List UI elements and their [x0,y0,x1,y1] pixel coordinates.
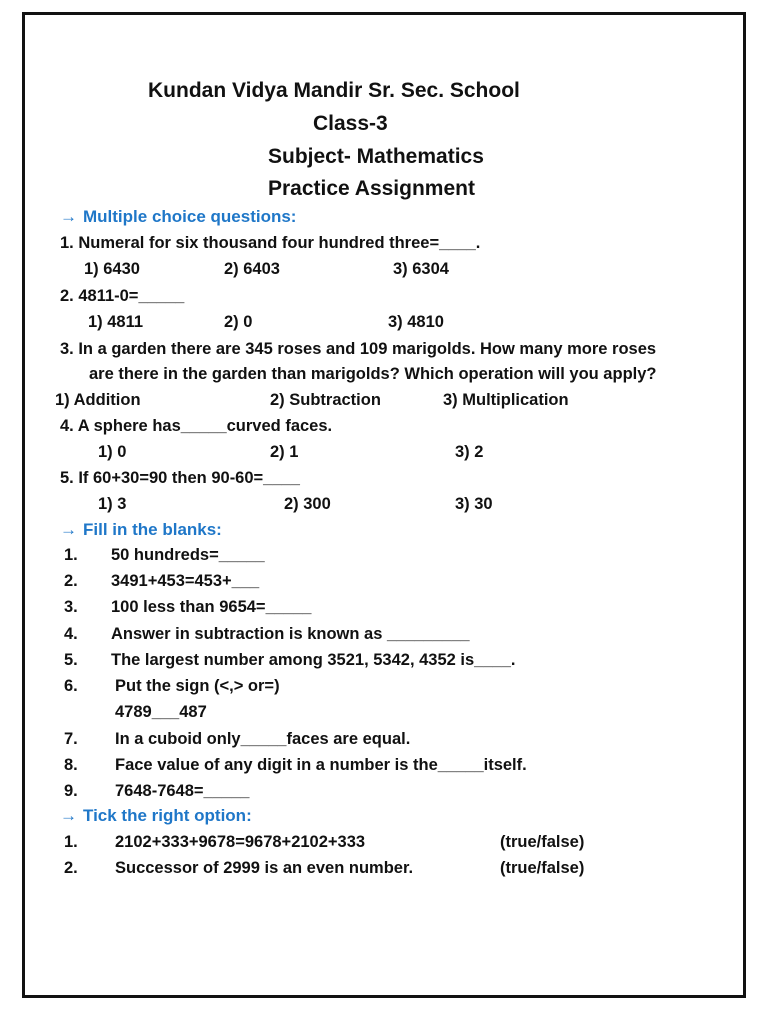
fill-item-5: The largest number among 3521, 5342, 4352 is____. [111,651,516,669]
arrow-icon: → [60,207,77,226]
section-mcq [60,206,296,228]
tick-option-1: (true/false) [500,833,585,851]
mcq-1-option-3: 3) 6304 [393,260,449,278]
tick-item-2: Successor of 2999 is an even number. [115,859,414,877]
fill-num-1: 1. [64,546,78,564]
school-name: Kundan Vidya Mandir Sr. Sec. School [148,79,520,102]
fill-num-4: 4. [64,625,78,643]
mcq-1-option-2: 2) 6403 [224,260,280,278]
class-label: Class-3 [313,112,388,135]
fill-num-2: 2. [64,572,78,590]
section-tick [60,805,252,827]
fill-item-7: In a cuboid only_____faces are equal. [115,730,411,748]
fill-item-9: 7648-7648=_____ [115,782,250,800]
section-fill [60,519,222,541]
fill-item-4: Answer in subtraction is known as _________ [111,625,470,643]
subject-label: Subject- Mathematics [268,145,484,168]
mcq-question-5: 5. If 60+30=90 then 90-60=____ [60,469,300,487]
mcq-question-3: 3. In a garden there are 345 roses and 109 marigolds. How many more roses [60,340,657,358]
fill-num-5: 5. [64,651,78,669]
fill-num-7: 7. [64,730,78,748]
page-title: Practice Assignment [268,177,475,200]
tick-item-1: 2102+333+9678=9678+2102+333 [115,833,366,851]
mcq-5-option-1: 1) 3 [98,495,127,513]
fill-item-8: Face value of any digit in a number is the_____itself. [115,756,527,774]
tick-num-2: 2. [64,859,78,877]
mcq-question-3-cont: are there in the garden than marigolds? Which operation will you apply? [89,365,657,383]
fill-item-6: Put the sign (<,> or=) [115,677,280,695]
arrow-icon: → [60,806,77,825]
tick-num-1: 1. [64,833,78,851]
mcq-question-1: 1. Numeral for six thousand four hundred three=____. [60,234,481,252]
mcq-3-option-3: 3) Multiplication [443,391,569,409]
mcq-4-option-2: 2) 1 [270,443,299,461]
mcq-2-option-1: 1) 4811 [88,313,144,331]
mcq-5-option-2: 2) 300 [284,495,331,513]
fill-num-6: 6. [64,677,78,695]
mcq-4-option-3: 3) 2 [455,443,484,461]
fill-num-3: 3. [64,598,78,616]
fill-num-8: 8. [64,756,78,774]
section-fill-label: Fill in the blanks: [83,520,222,539]
mcq-2-option-3: 3) 4810 [388,313,444,331]
fill-item-1: 50 hundreds=_____ [111,546,265,564]
mcq-3-option-1: 1) Addition [55,391,141,409]
arrow-icon: → [60,520,77,539]
mcq-2-option-2: 2) 0 [224,313,253,331]
fill-item-3: 100 less than 9654=_____ [111,598,312,616]
section-tick-label: Tick the right option: [83,806,252,825]
mcq-question-2: 2. 4811-0=_____ [60,287,185,305]
mcq-3-option-2: 2) Subtraction [270,391,381,409]
mcq-5-option-3: 3) 30 [455,495,493,513]
fill-num-9: 9. [64,782,78,800]
fill-item-2: 3491+453=453+___ [111,572,260,590]
tick-option-2: (true/false) [500,859,585,877]
mcq-question-4: 4. A sphere has_____curved faces. [60,417,333,435]
mcq-1-option-1: 1) 6430 [84,260,140,278]
section-mcq-label: Multiple choice questions: [83,207,297,226]
fill-item-6-cont: 4789___487 [115,703,207,721]
mcq-4-option-1: 1) 0 [98,443,127,461]
